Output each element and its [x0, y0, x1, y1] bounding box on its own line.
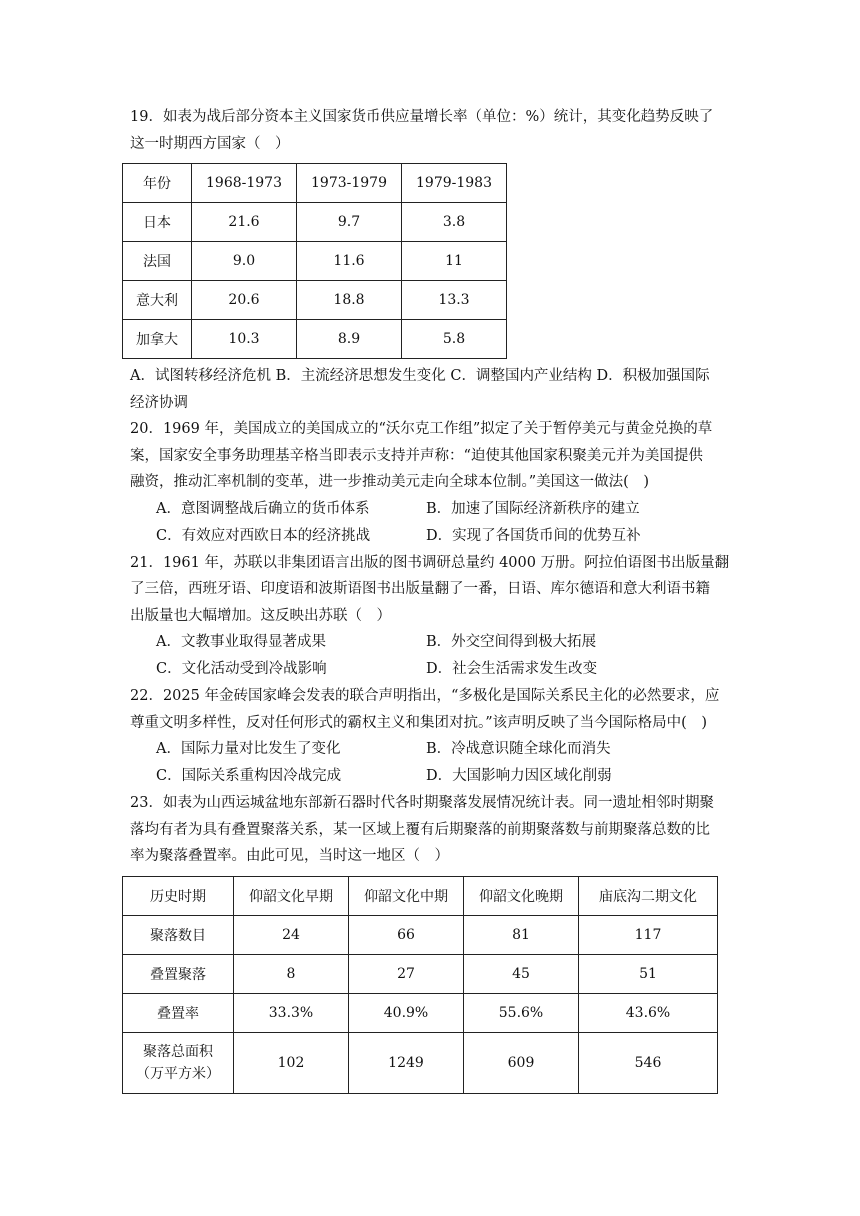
table-cell: [123, 1032, 234, 1093]
q20-option-c[interactable]: C．有效应对西欧日本的经济挑战: [156, 527, 371, 544]
table-cell: 27: [349, 954, 464, 993]
q20-options-row: [130, 523, 736, 550]
q21-option-d[interactable]: D．社会生活需求发生改变: [426, 661, 598, 677]
table-cell: 叠置聚落: [123, 954, 234, 993]
q19-table: [122, 163, 507, 359]
table-cell: 5.8: [402, 320, 507, 359]
table-cell: 11.6: [297, 242, 402, 281]
question-23: [130, 790, 736, 1094]
q19-stem-line: 这一时期西方国家（ ）: [130, 135, 290, 152]
table-row: [123, 242, 507, 281]
table-cell: 24: [234, 915, 349, 954]
q22-option-c[interactable]: C．国际关系重构因冷战完成: [156, 768, 342, 784]
table-row: [123, 203, 507, 242]
q19-options-line: A．试图转移经济危机 B．主流经济思想发生变化 C．调整国内产业结构 D．积极加强国际: [130, 368, 710, 384]
table-cell: 21.6: [192, 203, 297, 242]
table-cell: 历史时期: [123, 876, 234, 915]
table-row: [123, 993, 718, 1032]
table-cell: 55.6%: [464, 993, 579, 1032]
table-row: [123, 954, 718, 993]
table-cell: 8.9: [297, 320, 402, 359]
q20-option-a[interactable]: A．意图调整战后确立的货币体系: [156, 500, 370, 517]
table-cell: 1979-1983: [402, 164, 507, 203]
table-cell: 9.7: [297, 203, 402, 242]
q23-table: [122, 876, 718, 1094]
table-cell: 102: [234, 1032, 349, 1093]
q22-stem-line: 22．2025 年金砖国家峰会发表的联合声明指出，“多极化是国际关系民主化的必然要求，应: [130, 688, 720, 704]
question-21: [130, 550, 736, 684]
q21-stem-line: 出版量也大幅增加。这反映出苏联（ ）: [130, 607, 391, 624]
table-cell: 1249: [349, 1032, 464, 1093]
question-19: [130, 104, 736, 416]
table-cell: 11: [402, 242, 507, 281]
table-cell: 仰韶文化早期: [234, 876, 349, 915]
table-cell: 庙底沟二期文化: [579, 876, 718, 915]
q21-options-row: [130, 629, 736, 656]
q22-options-row: [130, 736, 736, 763]
q21-option-c[interactable]: C．文化活动受到冷战影响: [156, 661, 327, 677]
question-20: [130, 416, 736, 550]
table-cell: 1968-1973: [192, 164, 297, 203]
table-row: [123, 915, 718, 954]
q19-stem-line: 19．如表为战后部分资本主义国家货币供应量增长率（单位：%）统计，其变化趋势反映了: [130, 109, 714, 125]
q20-stem-line: 融资，推动汇率机制的变革，进一步推动美元走向全球本位制。”美国这一做法( ): [130, 474, 649, 490]
table-row: [123, 320, 507, 359]
table-header-row: [123, 876, 718, 915]
table-cell: 20.6: [192, 281, 297, 320]
table-row: [123, 281, 507, 320]
cell-line: 聚落总面积: [143, 1043, 213, 1060]
table-cell: 仰韶文化晚期: [464, 876, 579, 915]
table-cell: 意大利: [123, 281, 192, 320]
table-cell: 51: [579, 954, 718, 993]
table-cell: 1973-1979: [297, 164, 402, 203]
q20-option-b[interactable]: B．加速了国际经济新秩序的建立: [426, 500, 640, 517]
table-cell: 9.0: [192, 242, 297, 281]
table-cell: 8: [234, 954, 349, 993]
q22-option-b[interactable]: B．冷战意识随全球化而消失: [426, 741, 611, 757]
table-cell: 年份: [123, 164, 192, 203]
q22-option-d[interactable]: D．大国影响力因区域化削弱: [426, 768, 612, 784]
q23-stem-line: 23．如表为山西运城盆地东部新石器时代各时期聚落发展情况统计表。同一遗址相邻时期聚: [130, 795, 714, 811]
table-cell: 叠置率: [123, 993, 234, 1032]
table-row: [123, 1032, 718, 1093]
exam-page: [130, 104, 736, 1094]
table-cell: 81: [464, 915, 579, 954]
q20-option-d[interactable]: D．实现了各国货币间的优势互补: [426, 527, 641, 544]
table-cell: 3.8: [402, 203, 507, 242]
q21-option-a[interactable]: A．文教事业取得显著成果: [156, 634, 326, 650]
table-cell: 10.3: [192, 320, 297, 359]
table-cell: 546: [579, 1032, 718, 1093]
q23-stem-line: 率为聚落叠置率。由此可见，当时这一地区（ ）: [130, 848, 449, 864]
table-cell: 66: [349, 915, 464, 954]
table-cell: 仰韶文化中期: [349, 876, 464, 915]
table-header-row: [123, 164, 507, 203]
q22-stem-line: 尊重文明多样性，反对任何形式的霸权主义和集团对抗。”该声明反映了当今国际格局中( ): [130, 714, 707, 731]
table-cell: 法国: [123, 242, 192, 281]
table-cell: 45: [464, 954, 579, 993]
table-cell: 33.3%: [234, 993, 349, 1032]
q22-option-a[interactable]: A．国际力量对比发生了变化: [156, 741, 341, 757]
q20-options-row: [130, 496, 736, 523]
q20-stem-line: 20．1969 年，美国成立的美国成立的“沃尔克工作组”拟定了关于暂停美元与黄金兑换的草: [130, 421, 713, 437]
cell-line: （万平方米）: [136, 1065, 220, 1082]
q23-stem-line: 落均有者为具有叠置聚落关系，某一区域上覆有后期聚落的前期聚落数与前期聚落总数的比: [130, 821, 710, 838]
table-cell: 加拿大: [123, 320, 192, 359]
q21-stem-line: 了三倍，西班牙语、印度语和波斯语图书出版量翻了一番，日语、库尔德语和意大利语书籍: [130, 581, 710, 597]
table-cell: 18.8: [297, 281, 402, 320]
table-cell: 40.9%: [349, 993, 464, 1032]
table-cell: 117: [579, 915, 718, 954]
q20-stem-line: 案，国家安全事务助理基辛格当即表示支持并声称：“迫使其他国家积聚美元并为美国提供: [130, 447, 703, 464]
table-cell: 43.6%: [579, 993, 718, 1032]
q21-options-row: [130, 656, 736, 683]
q21-option-b[interactable]: B．外交空间得到极大拓展: [426, 634, 597, 650]
question-22: [130, 683, 736, 790]
table-cell: 13.3: [402, 281, 507, 320]
table-cell: 聚落数目: [123, 915, 234, 954]
q22-options-row: [130, 763, 736, 790]
table-cell: 日本: [123, 203, 192, 242]
q21-stem-line: 21．1961 年，苏联以非集团语言出版的图书调研总量约 4000 万册。阿拉伯语图书出版量翻: [130, 554, 730, 571]
q19-options-line: 经济协调: [130, 394, 188, 411]
table-cell: 609: [464, 1032, 579, 1093]
